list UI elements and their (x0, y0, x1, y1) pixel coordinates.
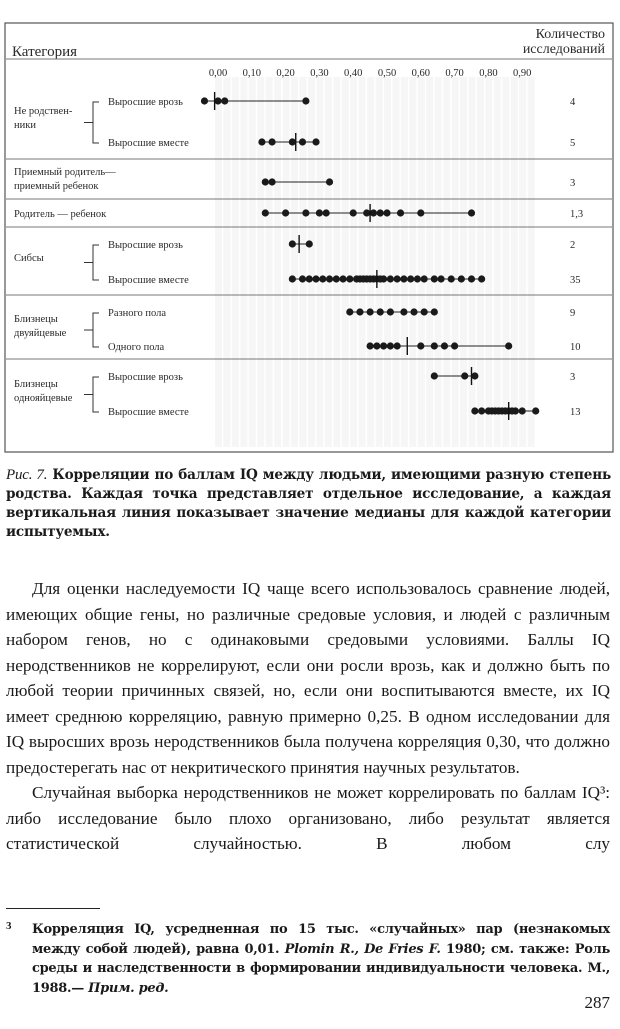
study-point (312, 275, 319, 282)
study-point (431, 308, 438, 315)
tick-label: 0,30 (310, 68, 329, 79)
study-point (512, 407, 519, 414)
header-count-line2: исследований (522, 42, 605, 57)
study-point (221, 97, 228, 104)
group-label: Сибсы (14, 253, 44, 264)
study-point (289, 138, 296, 145)
study-count: 5 (570, 138, 576, 149)
study-point (417, 209, 424, 216)
figure-caption (6, 466, 611, 542)
study-count: 9 (570, 308, 576, 319)
page-number: 287 (584, 993, 610, 1012)
study-point (471, 372, 478, 379)
study-point (468, 275, 475, 282)
study-point (377, 209, 384, 216)
study-point (505, 342, 512, 349)
study-point (532, 407, 539, 414)
study-point (383, 209, 390, 216)
study-point (201, 97, 208, 104)
footnote-mark: 3 (6, 920, 12, 932)
study-point (387, 308, 394, 315)
study-point (363, 209, 370, 216)
study-point (421, 275, 428, 282)
tick-label: 0,20 (276, 68, 295, 79)
footnote (32, 920, 610, 998)
caption-text: Корреляции по баллам IQ между людьми, имеющими разную степень родства. Каждая точка представляет отдельное исследование, а каждая вертикальная линия показывает значение медианы для каждой категории испытуемых. (6, 467, 611, 540)
study-point (289, 240, 296, 247)
group-label: Родитель — ребенок (14, 209, 107, 220)
study-point (387, 275, 394, 282)
study-count: 2 (570, 240, 576, 251)
tick-label: 0,80 (479, 68, 498, 79)
tick-label: 0,90 (513, 68, 532, 79)
study-point (373, 342, 380, 349)
row-label: Разного пола (108, 308, 167, 319)
study-point (451, 342, 458, 349)
group-label: приемный ребенок (14, 181, 99, 192)
group-label: однояйцевые (14, 393, 73, 404)
study-point (400, 275, 407, 282)
tick-label: 0,40 (344, 68, 363, 79)
study-point (367, 342, 374, 349)
study-point (380, 275, 387, 282)
study-point (519, 407, 526, 414)
study-point (268, 138, 275, 145)
study-point (346, 308, 353, 315)
study-count: 4 (570, 97, 576, 108)
group-label: Близнецы (14, 379, 58, 390)
row-bracket (93, 102, 99, 143)
study-count: 10 (570, 342, 581, 353)
study-point (306, 240, 313, 247)
study-point (262, 209, 269, 216)
footnote-text-1: Корреляция IQ, усредненная по 15 тыс. «случайных» пар (незнакомых между собой людей), равна 0,01. (32, 922, 610, 957)
study-point (367, 308, 374, 315)
study-point (262, 178, 269, 185)
study-point (326, 275, 333, 282)
study-point (437, 275, 444, 282)
caption-lead: Рис. 7. (6, 467, 48, 483)
study-point (316, 209, 323, 216)
footnote-rule (6, 908, 100, 909)
study-point (268, 178, 275, 185)
header-category: Категория (12, 44, 77, 60)
study-point (346, 275, 353, 282)
study-point (468, 209, 475, 216)
tick-label: 0,70 (445, 68, 464, 79)
study-point (350, 209, 357, 216)
study-point (319, 275, 326, 282)
tick-label: 0,50 (377, 68, 397, 79)
study-point (306, 275, 313, 282)
study-point (394, 275, 401, 282)
row-label: Выросшие врозь (108, 97, 183, 108)
study-point (394, 342, 401, 349)
study-point (441, 342, 448, 349)
study-point (302, 209, 309, 216)
study-point (289, 275, 296, 282)
study-point (326, 178, 333, 185)
study-point (339, 275, 346, 282)
study-point (299, 138, 306, 145)
row-label: Выросшие вместе (108, 407, 189, 418)
study-point (380, 342, 387, 349)
study-point (356, 308, 363, 315)
study-point (282, 209, 289, 216)
study-point (407, 275, 414, 282)
correlation-figure (4, 22, 614, 454)
study-point (410, 308, 417, 315)
study-point (299, 275, 306, 282)
study-point (333, 275, 340, 282)
paragraph-1: Для оценки наследуемости IQ чаще всего использовалось сравнение людей, имеющих общие гены, но различные средовые условия, и людей с различным набором генов, но с одинаковыми средовыми условиями. Баллы IQ неродственников не коррелируют, если они росли врозь, как и должно быть по любой теории причинных связей, но, если они воспитываются вместе, их IQ имеет среднюю корреляцию, равную примерно 0,25. В одном исследовании для IQ выросших врозь неродственников была получена корреляция 0,30, что должно предостерегать нас от некритического принятия научных результатов. (6, 579, 610, 777)
study-point (377, 308, 384, 315)
group-label: Не родствен- (14, 106, 73, 117)
study-point (471, 407, 478, 414)
study-point (397, 209, 404, 216)
study-point (370, 209, 377, 216)
study-point (312, 138, 319, 145)
study-count: 35 (570, 275, 581, 286)
row-label: Выросшие врозь (108, 240, 183, 251)
study-point (414, 275, 421, 282)
row-bracket (93, 313, 99, 347)
study-point (214, 97, 221, 104)
footnote-text-2: 1980; см. также: Роль среды и наследственности в формировании индивидуальности человека. М., 1988.— (32, 941, 611, 996)
study-point (302, 97, 309, 104)
row-label: Выросшие вместе (108, 138, 189, 149)
study-point (431, 275, 438, 282)
study-point (458, 275, 465, 282)
row-label: Выросшие врозь (108, 372, 183, 383)
group-label: Близнецы (14, 314, 58, 325)
tick-label: 0,60 (411, 68, 430, 79)
figure-shading (215, 77, 535, 447)
group-label: Приемный родитель— (14, 167, 116, 178)
study-point (387, 342, 394, 349)
study-point (323, 209, 330, 216)
study-point (258, 138, 265, 145)
study-point (478, 407, 485, 414)
paragraph-2: Случайная выборка неродственников не может коррелировать по баллам IQ³: либо исследование было плохо организовано, либо результат является статистической случайностью. В любом слу (6, 783, 610, 853)
group-label: двуяйцевые (14, 328, 67, 339)
group-label: ники (14, 120, 36, 131)
study-point (478, 275, 485, 282)
row-label: Одного пола (108, 342, 165, 353)
study-point (431, 342, 438, 349)
study-count: 3 (570, 178, 576, 189)
row-bracket (93, 245, 99, 280)
row-label: Выросшие вместе (108, 275, 189, 286)
study-point (400, 308, 407, 315)
body-text (6, 576, 610, 857)
study-count: 1,3 (570, 209, 584, 220)
study-count: 3 (570, 372, 576, 383)
tick-label: 0,10 (242, 68, 261, 79)
study-point (431, 372, 438, 379)
footnote-editor: Прим. ред. (88, 980, 169, 996)
tick-label: 0,00 (208, 68, 228, 79)
study-point (448, 275, 455, 282)
study-point (461, 372, 468, 379)
row-bracket (93, 377, 99, 412)
footnote-authors: Plomin R., De Fries F. (284, 941, 441, 957)
study-point (417, 342, 424, 349)
study-point (421, 308, 428, 315)
study-count: 13 (570, 407, 581, 418)
header-count-line1: Количество (535, 27, 605, 42)
